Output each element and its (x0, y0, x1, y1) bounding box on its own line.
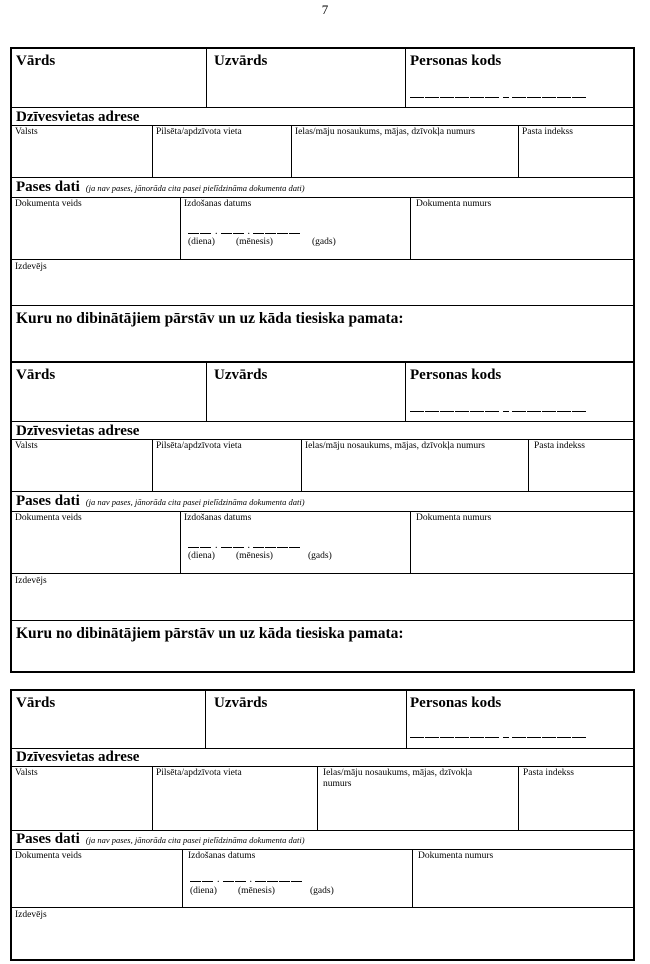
dok-numurs-label: Dokumenta numurs (416, 199, 492, 209)
pasta-label: Pasta indekss (534, 441, 585, 451)
uzvards-label: Uzvārds (214, 367, 268, 383)
dzivesvieta-label: Dzīvesvietas adrese (16, 423, 140, 439)
pases-dati-label: Pases dati (ja nav pases, jānorāda cita pasei pielīdzināma dokumenta dati) (16, 493, 305, 509)
dok-numurs-label: Dokumenta numurs (418, 851, 494, 861)
izdosanas-label: Izdošanas datums (188, 851, 256, 861)
diena-caption: (diena) (190, 886, 217, 896)
valsts-label: Valsts (15, 768, 38, 778)
pasta-label: Pasta indekss (523, 768, 574, 778)
pasta-label: Pasta indekss (522, 127, 573, 137)
izdevejs-label: Izdevējs (15, 576, 47, 586)
founder-form-2 (10, 361, 635, 673)
page-number: 7 (321, 2, 329, 17)
pases-dati-label: Pases dati (ja nav pases, jānorāda cita pasei pielīdzināma dokumenta dati) (16, 179, 305, 195)
dok-numurs-label: Dokumenta numurs (416, 513, 492, 523)
personas-kods-label: Personas kods (410, 367, 502, 383)
personas-kods-label: Personas kods (410, 695, 502, 711)
gads-caption: (gads) (308, 551, 332, 561)
menesis-caption: (mēnesis) (236, 237, 273, 247)
uzvards-label: Uzvārds (214, 53, 268, 69)
personas-kods-label: Personas kods (410, 53, 502, 69)
pilseta-label: Pilsēta/apdzīvota vieta (156, 127, 242, 137)
izdevejs-label: Izdevējs (15, 910, 47, 920)
dok-veids-label: Dokumenta veids (15, 851, 82, 861)
pases-note: (ja nav pases, jānorāda cita pasei pielīdzināma dokumenta dati) (85, 835, 305, 845)
iela-label: Ielas/māju nosaukums, mājas, dzīvokļa numurs (295, 127, 475, 137)
kuru-label: Kuru no dibinātājiem pārstāv un uz kāda tiesiska pamata: (16, 310, 404, 327)
iela-label-line2: numurs (323, 779, 352, 789)
gads-caption: (gads) (312, 237, 336, 247)
valsts-label: Valsts (15, 127, 38, 137)
izdosanas-date-field[interactable]: . . (188, 225, 301, 237)
uzvards-label: Uzvārds (214, 695, 268, 711)
izdosanas-date-field[interactable]: . . (188, 539, 301, 551)
vards-label: Vārds (16, 53, 56, 69)
menesis-caption: (mēnesis) (236, 551, 273, 561)
dok-veids-label: Dokumenta veids (15, 513, 82, 523)
izdosanas-label: Izdošanas datums (184, 199, 252, 209)
personas-kods-field[interactable] (410, 89, 587, 101)
kuru-label: Kuru no dibinātājiem pārstāv un uz kāda tiesiska pamata: (16, 625, 404, 642)
pilseta-label: Pilsēta/apdzīvota vieta (156, 768, 242, 778)
izdevejs-label: Izdevējs (15, 262, 47, 272)
iela-label-line1: Ielas/māju nosaukums, mājas, dzīvokļa (323, 768, 473, 778)
valsts-label: Valsts (15, 441, 38, 451)
menesis-caption: (mēnesis) (238, 886, 275, 896)
diena-caption: (diena) (188, 551, 215, 561)
gads-caption: (gads) (310, 886, 334, 896)
personas-kods-field[interactable] (410, 729, 587, 741)
founder-form-3 (10, 689, 635, 961)
iela-label: Ielas/māju nosaukums, mājas, dzīvokļa numurs (305, 441, 485, 451)
vards-label: Vārds (16, 695, 56, 711)
izdosanas-label: Izdošanas datums (184, 513, 252, 523)
dzivesvieta-label: Dzīvesvietas adrese (16, 749, 140, 765)
personas-kods-field[interactable] (410, 403, 587, 415)
izdosanas-date-field[interactable]: . . (190, 873, 303, 885)
pases-dati-label: Pases dati (ja nav pases, jānorāda cita pasei pielīdzināma dokumenta dati) (16, 831, 305, 847)
pases-note: (ja nav pases, jānorāda cita pasei pielīdzināma dokumenta dati) (85, 183, 305, 193)
pilseta-label: Pilsēta/apdzīvota vieta (156, 441, 242, 451)
pases-note: (ja nav pases, jānorāda cita pasei pielīdzināma dokumenta dati) (85, 497, 305, 507)
diena-caption: (diena) (188, 237, 215, 247)
founder-form-1 (10, 47, 635, 363)
dzivesvieta-label: Dzīvesvietas adrese (16, 109, 140, 125)
dok-veids-label: Dokumenta veids (15, 199, 82, 209)
vards-label: Vārds (16, 367, 56, 383)
